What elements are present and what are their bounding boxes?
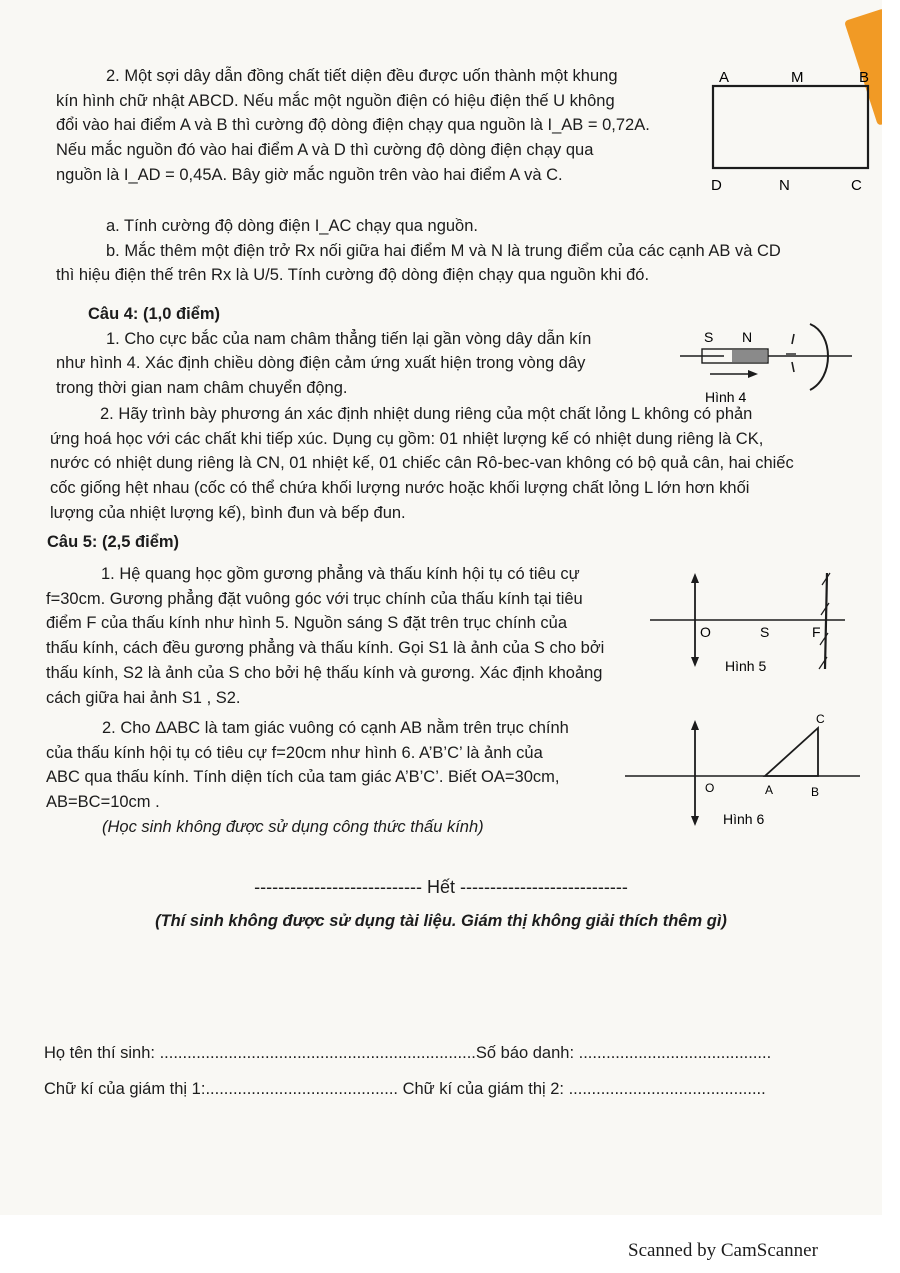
q5-heading: Câu 5: (2,5 điểm) (47, 533, 180, 551)
q4-p2-line-2: ứng hoá học với các chất khi tiếp xúc. Dụng cụ gồm: 01 nhiệt lượng kế có nhiệt dung riêng là CK, (50, 429, 764, 448)
label-b: B (859, 69, 870, 86)
q3-line-3: đổi vào hai điểm A và B thì cường độ dòng điện chạy qua nguồn là I_AB = 0,72A. (56, 116, 650, 135)
q5-p2 (46, 716, 569, 840)
q4-heading: Câu 4: (1,0 điểm) (88, 305, 221, 323)
figure-5-caption: Hình 5 (725, 658, 767, 674)
magnet-s-label: S (704, 329, 714, 345)
figure-5-lens-mirror (650, 565, 862, 680)
q3-line-4: Nếu mắc nguồn đó vào hai điểm A và D thì cường độ dòng điện chạy qua (56, 141, 594, 160)
end-marker: ---------------------------- Hết ---------------------------- (254, 877, 628, 897)
q5-p1-line-3: điểm F của thấu kính như hình 5. Nguồn sáng S đặt trên trục chính của (46, 614, 568, 633)
q5-p2-line-3: ABC qua thấu kính. Tính diện tích của tam giác A’B’C’. Biết OA=30cm, (46, 768, 560, 787)
label-a-6: A (765, 783, 774, 797)
magnet-n-label: N (742, 329, 753, 345)
q3-part-b-line-1: b. Mắc thêm một điện trở Rx nối giữa hai điểm M và N là trung điểm của các cạnh AB và CD (106, 241, 781, 260)
label-m: M (791, 69, 804, 86)
q4-p1-line-1: 1. Cho cực bắc của nam châm thẳng tiến lại gần vòng dây dẫn kín (106, 329, 592, 348)
camscanner-watermark: Scanned by CamScanner (628, 1240, 818, 1261)
q5-p1-line-1: 1. Hệ quang học gồm gương phẳng và thấu kính hội tụ có tiêu cự (101, 565, 580, 583)
label-d: D (711, 177, 722, 194)
q5-p1-line-4: thấu kính, cách đều gương phẳng và thấu kính. Gọi S1 là ảnh của S cho bởi (46, 639, 605, 658)
q5-p2-line-4: AB=BC=10cm . (46, 793, 160, 812)
q3-line-2: kín hình chữ nhật ABCD. Nếu mắc một nguồn điện có hiệu điện thế U không (56, 91, 615, 110)
label-o-6: O (705, 781, 715, 795)
plane-mirror (825, 573, 827, 669)
q4-p1-line-3: trong thời gian nam châm chuyển động. (56, 379, 348, 398)
q3-line-1: 2. Một sợi dây dẫn đồng chất tiết diện đều được uốn thành một khung (106, 67, 618, 85)
q4-p2-line-1: 2. Hãy trình bày phương án xác định nhiệt dung riêng của một chất lỏng L không có phản (100, 405, 753, 423)
label-s: S (760, 624, 770, 640)
label-b-6: B (811, 785, 820, 799)
label-o: O (700, 624, 711, 640)
figure-6-triangle-lens (625, 712, 865, 832)
rectangle-frame (713, 86, 868, 168)
q4-block (56, 302, 591, 401)
q4-p2-line-5: lượng của nhiệt lượng kế), bình đun và bếp đun. (50, 503, 406, 522)
q5-note: (Học sinh không được sử dụng công thức thấu kính) (102, 817, 484, 836)
loop-back-half (792, 334, 794, 372)
figure-4-magnet-loop (672, 318, 862, 408)
q4-p2-line-4: cốc giống hệt nhau (cốc có thể chứa khối lượng nước hoặc khối lượng chất lỏng L lớn hơn khối (50, 479, 750, 498)
q5-p1-line-5: thấu kính, S2 là ảnh của S cho bởi hệ thấu kính và gương. Xác định khoảng (46, 663, 603, 682)
triangle-abc (765, 728, 818, 776)
proctor-signature-line: Chữ kí của giám thị 1:.......................................... Chữ kí của giám thị 2: ........................................... (44, 1080, 766, 1098)
figure-6-caption: Hình 6 (723, 811, 765, 827)
label-c: C (851, 177, 862, 194)
q5-p1 (46, 562, 604, 710)
q4-p1-line-2: như hình 4. Xác định chiều dòng điện cảm ứng xuất hiện trong vòng dây (56, 354, 586, 373)
exam-note: (Thí sinh không được sử dụng tài liệu. Giám thị không giải thích thêm gì) (155, 912, 727, 930)
q5-p2-line-1: 2. Cho ΔABC là tam giác vuông có cạnh AB nằm trên trục chính (102, 719, 569, 737)
q5-p1-line-6: cách giữa hai ảnh S1 , S2. (46, 688, 241, 707)
label-f: F (812, 624, 821, 640)
candidate-info-line: Họ tên thí sinh: .....................................................................Số báo danh: .......................................... (44, 1044, 772, 1062)
q3-parts (56, 214, 781, 288)
q4-p2-line-3: nước có nhiệt dung riêng là CN, 01 nhiệt kế, 01 chiếc cân Rô-bec-van không có bộ quả cân, hai chiếc (50, 454, 794, 473)
motion-arrow-head (748, 370, 758, 378)
q3-part-b-line-2: thì hiệu điện thế trên Rx là U/5. Tính cường độ dòng điện chạy qua nguồn khi đó. (56, 266, 650, 285)
label-n: N (779, 177, 790, 194)
magnet-north-pole (732, 350, 767, 362)
q3-intro (56, 64, 650, 188)
wire-loop-front-half (810, 324, 828, 390)
figure-rectangle-abcd (705, 62, 880, 197)
label-a: A (719, 69, 730, 86)
q5-p2-line-2: của thấu kính hội tụ có tiêu cự f=20cm như hình 6. A’B’C’ là ảnh của (46, 743, 543, 762)
q4-p2 (50, 402, 794, 526)
label-c-6: C (816, 712, 825, 726)
q3-line-5: nguồn là I_AD = 0,45A. Bây giờ mắc nguồn trên vào hai điểm A và C. (56, 165, 563, 184)
q3-part-a: a. Tính cường độ dòng điện I_AC chạy qua nguồn. (106, 217, 478, 235)
figure-4-caption: Hình 4 (705, 389, 747, 405)
q5-p1-line-2: f=30cm. Gương phẳng đặt vuông góc với trục chính của thấu kính tại tiêu (46, 589, 583, 608)
